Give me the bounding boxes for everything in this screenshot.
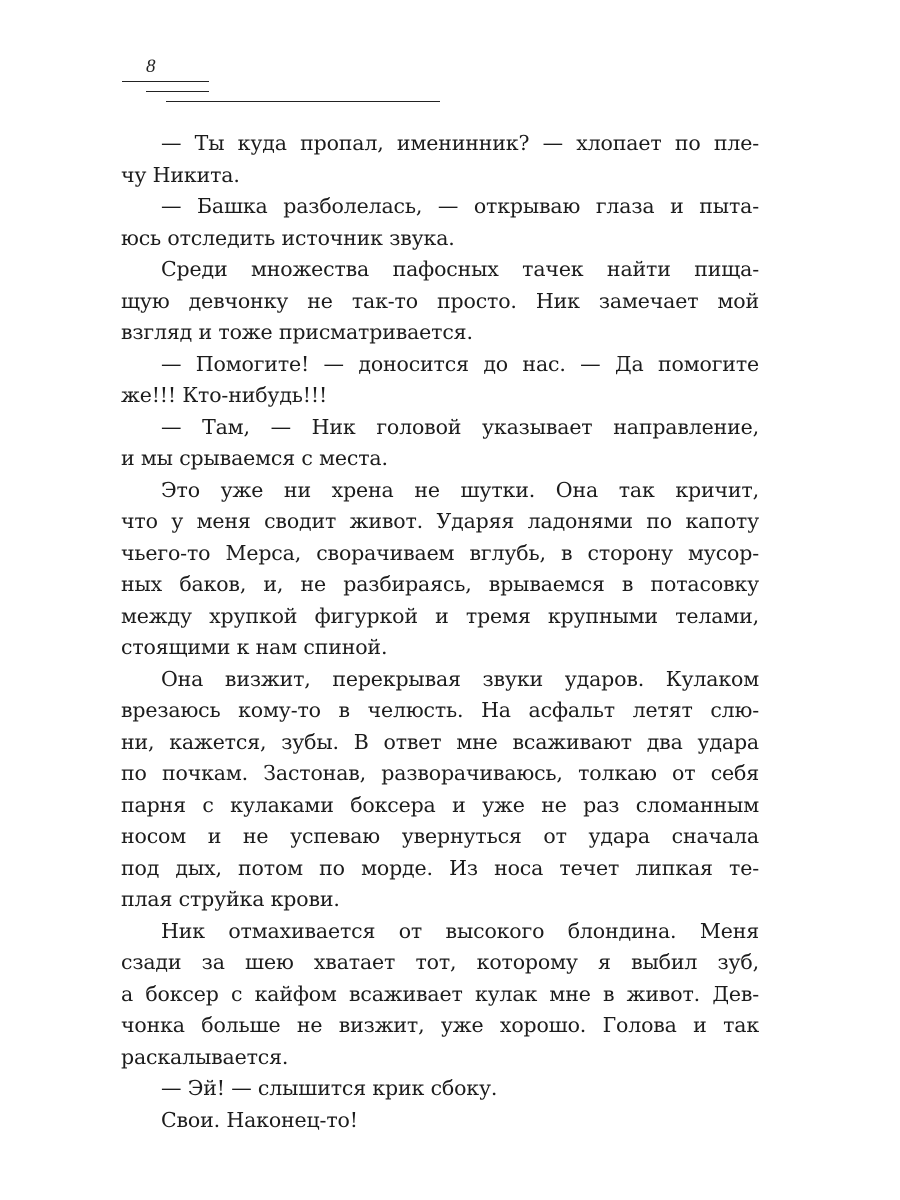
text-line: ных баков, и, не разбираясь, врываемся в потасовку bbox=[121, 572, 759, 596]
text-line: чонка больше не визжит, уже хорошо. Голова и так bbox=[121, 1013, 759, 1037]
paragraph-first-line: — Эй! — слышится крик сбоку. bbox=[161, 1076, 498, 1100]
paragraph-first-line: — Ты куда пропал, именинник? — хлопает по пле- bbox=[161, 131, 759, 155]
paragraph-first-line: — Там, — Ник головой указывает направление, bbox=[161, 414, 759, 439]
text-line: ни, кажется, зубы. В ответ мне всаживают два удара bbox=[121, 729, 759, 754]
header-rule-middle bbox=[146, 91, 209, 92]
text-line: чьего-то Мерса, сворачиваем вглубь, в сторону мусор- bbox=[121, 540, 759, 565]
text-line: по почкам. Застонав, разворачиваюсь, толкаю от себя bbox=[121, 761, 759, 785]
text-line: врезаюсь кому-то в челюсть. На асфальт летят слю- bbox=[121, 698, 759, 722]
paragraph-first-line: Среди множества пафосных тачек найти пища- bbox=[161, 257, 759, 281]
text-line: между хрупкой фигуркой и тремя крупными телами, bbox=[121, 603, 759, 628]
paragraph-first-line: — Помогите! — доносится до нас. — Да помогите bbox=[161, 351, 759, 376]
text-line: чу Никита. bbox=[121, 162, 240, 187]
text-line: раскалывается. bbox=[121, 1044, 289, 1069]
paragraph-first-line: Она визжит, перекрывая звуки ударов. Кулаком bbox=[161, 666, 759, 691]
paragraph-first-line: Это уже ни хрена не шутки. Она так кричит, bbox=[161, 477, 759, 502]
text-line: парня с кулаками боксера и уже не раз сломанным bbox=[121, 792, 759, 817]
paragraph-first-line: Ник отмахивается от высокого блондина. Меня bbox=[161, 918, 759, 943]
body-text bbox=[121, 128, 759, 1136]
text-line: сзади за шею хватает тот, которому я выбил зуб, bbox=[121, 950, 759, 974]
text-line: плая струйка крови. bbox=[121, 887, 340, 911]
paragraph-first-line: Свои. Наконец-то! bbox=[161, 1107, 358, 1132]
text-line: стоящими к нам спиной. bbox=[121, 635, 388, 659]
paragraph-first-line: — Башка разболелась, — открываю глаза и пыта- bbox=[161, 194, 759, 218]
text-line: а боксер с кайфом всаживает кулак мне в живот. Дев- bbox=[121, 981, 759, 1006]
text-line: юсь отследить источник звука. bbox=[121, 225, 455, 250]
page-number: 8 bbox=[146, 56, 156, 77]
text-line: взгляд и тоже присматривается. bbox=[121, 320, 473, 344]
text-line: щую девчонку не так-то просто. Ник замечает мой bbox=[121, 288, 759, 313]
text-line: же!!! Кто-нибудь!!! bbox=[121, 383, 328, 407]
text-line: под дых, потом по морде. Из носа течет липкая те- bbox=[121, 855, 759, 880]
text-line: что у меня сводит живот. Ударяя ладонями по капоту bbox=[121, 509, 759, 533]
header-rule-top bbox=[122, 81, 209, 82]
header-rule-long bbox=[166, 101, 440, 102]
text-line: и мы срываемся с места. bbox=[121, 446, 388, 470]
text-line: носом и не успеваю увернуться от удара сначала bbox=[121, 824, 759, 848]
